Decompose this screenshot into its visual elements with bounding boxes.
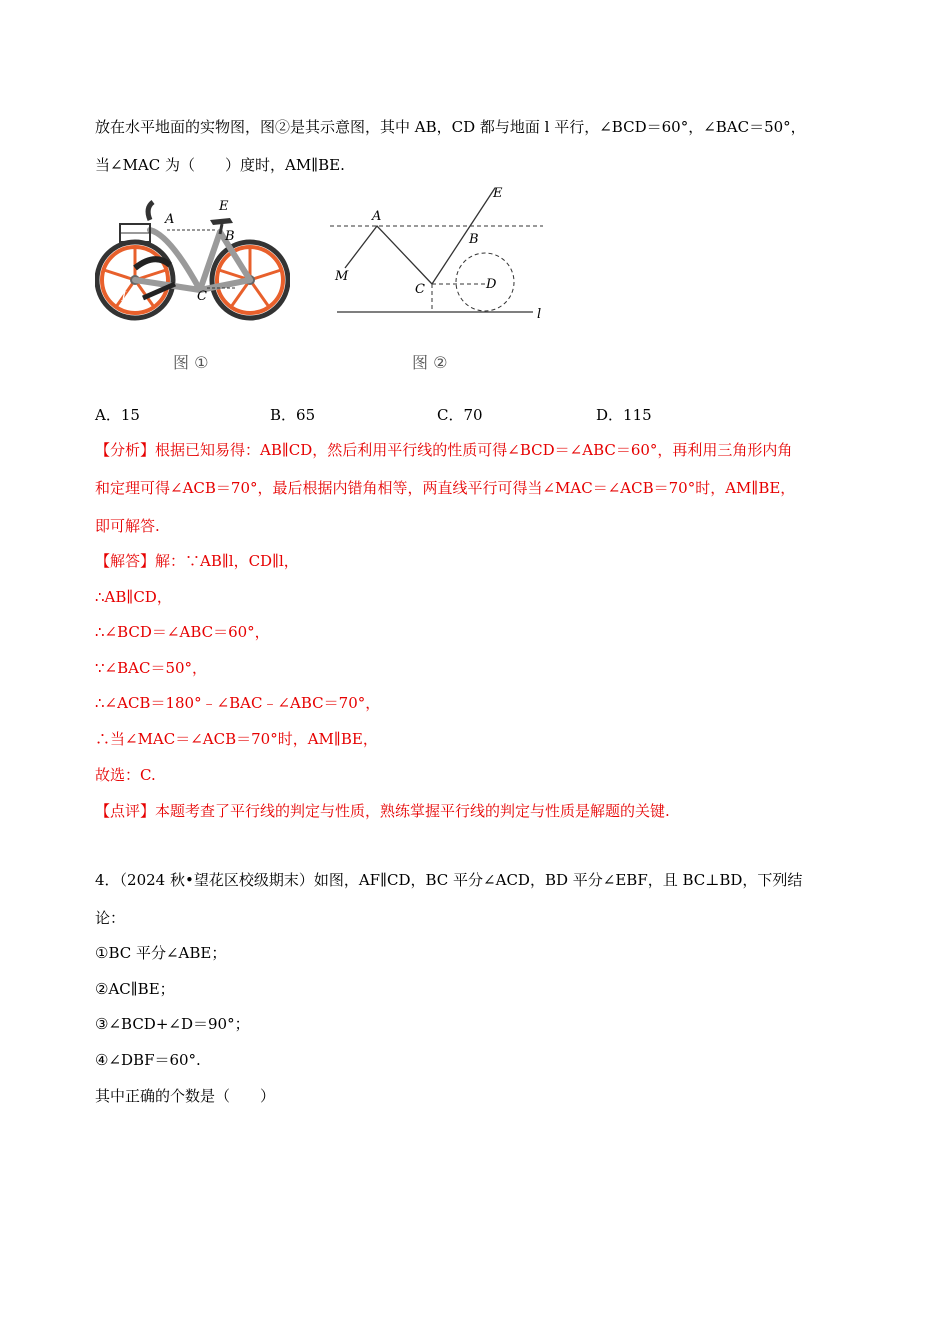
q4-item1: ①BC 平分∠ABE；	[95, 944, 227, 962]
solution-line3: ∴∠BCD＝∠ABC＝60°，	[95, 623, 270, 641]
q4-question: 其中正确的个数是（ ）	[95, 1087, 276, 1105]
solution-line2: ∴AB∥CD，	[95, 588, 172, 606]
q4-item3: ③∠BCD+∠D＝90°；	[95, 1015, 250, 1033]
option-b: B．65	[270, 406, 316, 424]
fig1-label-D: D	[245, 291, 256, 306]
q4-item4: ④∠DBF＝60°.	[95, 1051, 201, 1069]
fig1-label-C: C	[197, 289, 207, 304]
option-d: D．115	[596, 406, 652, 424]
solution-line7: 故选：C.	[95, 766, 156, 784]
q3-stem-line1: 放在水平地面的实物图，图②是其示意图，其中 AB，CD 都与地面 l 平行，∠BCD＝60°，∠BAC＝50°，	[95, 118, 806, 136]
solution-line5: ∴∠ACB＝180°﹣∠BAC﹣∠ABC＝70°，	[95, 694, 381, 712]
comment-line: 【点评】本题考查了平行线的判定与性质，熟练掌握平行线的判定与性质是解题的关键.	[95, 802, 670, 820]
fig2-label-A: A	[372, 209, 382, 224]
bicycle-figure	[95, 190, 290, 325]
fig2-label-B: B	[469, 232, 479, 247]
solution-line1: 【解答】解：∵AB∥l，CD∥l，	[95, 552, 299, 570]
q4-stem-line1: 4．（2024 秋•望花区校级期末）如图，AF∥CD，BC 平分∠ACD，BD 平分∠EBF，且 BC⊥BD，下列结	[95, 871, 803, 889]
fig2-label-D: D	[486, 277, 497, 292]
fig2-label-C: C	[415, 282, 425, 297]
option-a: A．15	[95, 406, 140, 424]
option-c: C．70	[437, 406, 483, 424]
fig1-label-M: M	[113, 290, 127, 305]
fig2-label-E: E	[493, 186, 503, 201]
fig1-label-B: B	[225, 229, 235, 244]
q4-item2: ②AC∥BE；	[95, 980, 175, 998]
schematic-figure	[325, 180, 555, 325]
analysis-line1: 【分析】根据已知易得：AB∥CD，然后利用平行线的性质可得∠BCD＝∠ABC＝60°，再利用三角形内角	[95, 441, 793, 459]
fig2-label-M: M	[335, 269, 349, 284]
analysis-line2: 和定理可得∠ACB＝70°，最后根据内错角相等，两直线平行可得当∠MAC＝∠ACB＝70°时，AM∥BE，	[95, 479, 796, 497]
fig2-label-l: l	[537, 307, 542, 322]
solution-line4: ∵∠BAC＝50°，	[95, 659, 208, 677]
fig1-label-E: E	[219, 199, 229, 214]
fig1-caption: 图 ①	[173, 353, 209, 372]
solution-line6: ∴当∠MAC＝∠ACB＝70°时，AM∥BE，	[95, 730, 378, 748]
q3-stem-line2: 当∠MAC 为（ ）度时，AM∥BE.	[95, 156, 345, 174]
analysis-line3: 即可解答.	[95, 517, 160, 535]
q4-stem-line2: 论：	[95, 909, 126, 927]
fig1-label-A: A	[165, 212, 175, 227]
fig2-caption: 图 ②	[412, 353, 448, 372]
